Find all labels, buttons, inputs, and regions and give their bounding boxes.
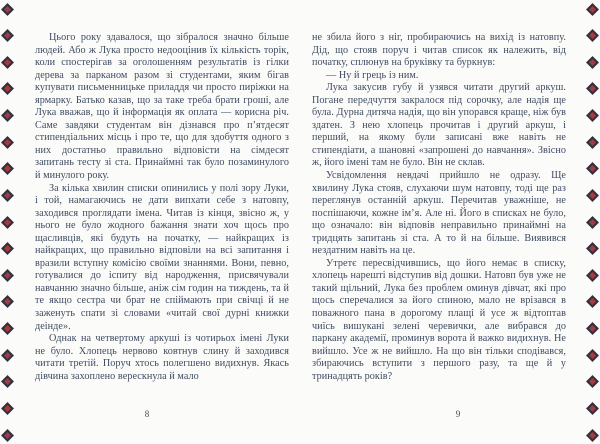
diamond-ornament-icon	[2, 189, 14, 201]
paragraph: не збила його з ніг, пробираючись на вихід із натовпу. Дід, що стояв поруч і читав список як належить, від початку, сплюнув на бруківку та буркнув:	[312, 32, 566, 69]
diamond-ornament-icon	[2, 30, 14, 42]
paragraph: Цього року здавалося, що зібралося значно більше людей. Або ж Лука просто недооцінив їх кількість торік, коли спостерігав за оголошенням результатів із гілки дерева за парканом разом зі студентами, яким бігав купувати письменницьке приладдя чи просто пиріжки на ярмарку. Батько казав, що за таке треба брати гроші, але Лука вважав, що й інформація як оплата — корисна річ. Саме завдяки студентам він дізнався про п’ятдесят стипендіальних місць і про те, що для здобуття одного з них достатньо правильно відповісти на сімдесят запитань тесту зі ста. Принаймні так було позаминулого й минулого року.	[35, 32, 289, 182]
diamond-ornament-icon	[2, 376, 14, 388]
diamond-ornament-icon	[587, 323, 599, 335]
diamond-ornament-icon	[2, 402, 14, 414]
diamond-ornament-icon	[587, 189, 599, 201]
diamond-ornament-icon	[2, 163, 14, 175]
paragraph: За кілька хвилин списки опинились у полі зору Луки, і той, намагаючись не дати випхати себе з натовпу, заходився проглядати імена. Читав із кінця, звісно ж, у нього не було жодного бажання знати хоч щось про щасливців, які будуть на початку, — найкращих із найкращих, що правильно відповіли на всі запитання і вразили вступну комісію своїми знаннями. Вони, певно, готувалися до іспиту від народження, присвячували навчанню значно більше, аніж сім годин на тиждень, та й те якщо сестра чи брат не спіймають при свічці й не заженуть спати зі словами «читай свої дурні книжки деінде».	[35, 182, 289, 332]
paragraph: Однак на четвертому аркуші із чотирьох імені Луки не було. Хлопець нервово ковтнув слину й заходився читати третій. Поруч хтось полегшено видихнув. Якась дівчина захоплено верескнула й мало	[35, 333, 289, 382]
ornament-border-left	[1, 0, 14, 444]
diamond-ornament-icon	[587, 110, 599, 122]
ornament-border-right	[586, 0, 599, 444]
right-page-text	[312, 32, 566, 383]
diamond-ornament-icon	[587, 243, 599, 255]
left-page-text	[35, 32, 289, 383]
diamond-ornament-icon	[587, 216, 599, 228]
diamond-ornament-icon	[587, 296, 599, 308]
diamond-ornament-icon	[2, 269, 14, 281]
right-page-number: 9	[455, 409, 461, 419]
diamond-ornament-icon	[587, 56, 599, 68]
diamond-ornament-icon	[587, 163, 599, 175]
diamond-ornament-icon	[587, 3, 599, 15]
diamond-ornament-icon	[587, 136, 599, 148]
diamond-ornament-icon	[2, 349, 14, 361]
diamond-ornament-icon	[2, 243, 14, 255]
diamond-ornament-icon	[2, 429, 14, 441]
diamond-ornament-icon	[587, 376, 599, 388]
diamond-ornament-icon	[2, 296, 14, 308]
diamond-ornament-icon	[587, 30, 599, 42]
diamond-ornament-icon	[2, 323, 14, 335]
paragraph: — Ну й грець із ним.	[326, 69, 419, 81]
diamond-ornament-icon	[2, 83, 14, 95]
diamond-ornament-icon	[2, 110, 14, 122]
diamond-ornament-icon	[587, 269, 599, 281]
paragraph: Усвідомлення невдачі прийшло не одразу. Ще хвилину Лука стояв, слухаючи шум натовпу, тоді ще раз переглянув останній аркуш. Перечитав уважніше, не поспішаючи, кожне ім’я. Але ні. Його в списках не було, що означало: він відповів неправильно принаймні на тридцять запитань зі ста. А то й на більше. Виявився нездатним навіть на це.	[312, 170, 566, 257]
paragraph: Утретє пересвідчившись, що його немає в списку, хлопець нарешті відступив від дошки. Натовп був уже не такий щільний, Лука без проблем оминув дівчат, які про щось сперечалися за його спиною, мало не врізався в поважного пана в дорогому плащі й усе ж відтоптав чиїсь вишукані зелені черевички, але вибрався до паркану академії, проминув ворота й важко видихнув. Не вийшло. Усе ж не вийшло. На що він тільки сподівався, збираючись вступити з першого разу, та ще й у тринадцять років?	[312, 257, 566, 382]
diamond-ornament-icon	[587, 402, 599, 414]
diamond-ornament-icon	[587, 349, 599, 361]
diamond-ornament-icon	[2, 56, 14, 68]
diamond-ornament-icon	[2, 136, 14, 148]
diamond-ornament-icon	[587, 429, 599, 441]
diamond-ornament-icon	[587, 83, 599, 95]
paragraph: Лука закусив губу й узявся читати другий аркуш. Погане передчуття закралося під сорочку, але надія ще була. Дурна дитяча надія, що він упорався краще, ніж був здатен. З нею хлопець прочитав і другий аркуш, і перший, на якому були записані вже навіть не стипендіати, а шановні «запрошені до навчання». Звісно ж, його імені там не було. Він не склав.	[312, 82, 566, 169]
diamond-ornament-icon	[2, 216, 14, 228]
left-page-number: 8	[144, 409, 150, 419]
diamond-ornament-icon	[2, 3, 14, 15]
